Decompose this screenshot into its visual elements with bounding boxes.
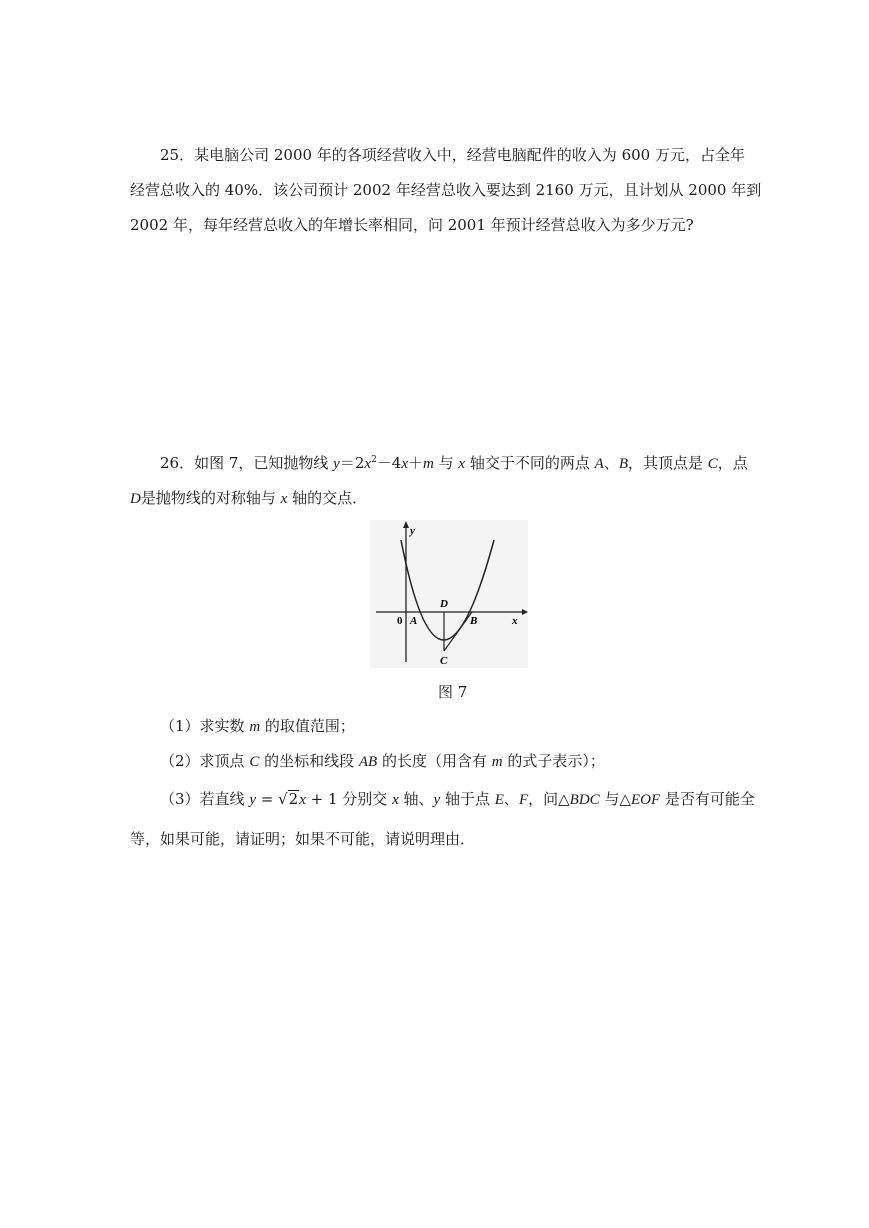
eq-x2: x: [401, 456, 409, 472]
part-3-e: ，问△: [528, 790, 570, 808]
triangle-bdc: BDC: [569, 792, 600, 808]
part-3-plus: + 1: [305, 790, 338, 808]
point-b: B: [618, 456, 628, 472]
label-a: A: [410, 615, 418, 627]
eq-part-c: ＋: [408, 454, 424, 472]
part-2-d: 的式子表示）；: [502, 752, 605, 770]
q26-line-1: [160, 453, 748, 474]
x-var: x: [458, 456, 466, 472]
part-1-a: （1）求实数: [160, 717, 250, 735]
part-3-eq: =: [255, 790, 279, 808]
figure-caption: 图 7: [438, 683, 468, 701]
part-2-b: 的坐标和线段: [259, 752, 359, 770]
sqrt-radicand: 2: [288, 790, 299, 808]
part-2-a: （2）求顶点: [160, 752, 250, 770]
x-var-2: x: [280, 491, 288, 507]
y-axis-arrow: [403, 521, 409, 528]
part-2-ab: AB: [358, 754, 378, 770]
eq-part-a: ＝2: [339, 454, 365, 472]
part-2-text-c: 的长度（用含有: [377, 752, 492, 770]
part-3-yv: y: [433, 792, 441, 808]
part-3-d: 轴于点: [440, 790, 495, 808]
part-3-sep: 、: [503, 790, 519, 808]
part-1: [160, 716, 355, 737]
part-3-f: 与△: [599, 790, 631, 808]
part-3-b: 分别交: [337, 790, 393, 808]
q26-end: ，点: [717, 454, 748, 472]
part-3-x: x: [299, 792, 306, 808]
part-1-b: 的取值范围；: [260, 717, 355, 735]
part-3-g: 是否有可能全: [660, 790, 755, 808]
q26-mid: 与: [433, 454, 459, 472]
q26-intro: 26．如图 7，已知抛物线: [160, 454, 334, 472]
label-y: y: [410, 525, 415, 537]
label-d: D: [440, 598, 448, 610]
point-a: A: [594, 456, 604, 472]
segment-cb: [444, 612, 472, 651]
part-3: [160, 789, 755, 810]
q26-line2-b: 轴的交点．: [287, 489, 368, 507]
label-origin: 0: [397, 615, 403, 627]
q26-line-2: [130, 488, 367, 509]
eq-x1: x: [364, 456, 372, 472]
part-3-xv: x: [392, 792, 399, 808]
part-3-line-2: 等，如果可能，请证明；如果不可能，请说明理由．: [130, 830, 476, 848]
eq-part-b: －4: [376, 454, 402, 472]
label-b: B: [470, 615, 478, 627]
point-d: D: [130, 491, 141, 507]
part-2-m: m: [491, 754, 503, 770]
eq-y: y: [333, 456, 340, 472]
figure-7: [370, 520, 528, 668]
label-x: x: [512, 615, 518, 627]
part-3-y: y: [249, 792, 256, 808]
part-2: [160, 751, 605, 772]
sqrt-sign: √: [278, 790, 288, 808]
eq-exponent: 2: [371, 455, 377, 465]
separator: 、: [603, 454, 619, 472]
q25-line-2: 经营总收入的 40%．该公司预计 2002 年经营总收入要达到 2160 万元，且计划从 2000 年到: [130, 181, 762, 199]
eq-m: m: [423, 456, 434, 472]
part-3-a: （3）若直线: [160, 790, 250, 808]
part-3-c: 轴、: [398, 790, 434, 808]
point-f: F: [518, 792, 529, 808]
point-e: E: [494, 792, 504, 808]
triangle-eof: EOF: [630, 792, 661, 808]
x-axis-arrow: [522, 609, 528, 615]
point-c: C: [707, 456, 718, 472]
q26-line2-a: 是抛物线的对称轴与: [140, 489, 281, 507]
q26-post2: ，其顶点是: [628, 454, 708, 472]
parabola-figure: [370, 520, 528, 668]
q25-line-3: 2002 年，每年经营总收入的年增长率相同，问 2001 年预计经营总收入为多少万元?: [130, 216, 694, 234]
part-2-c: C: [249, 754, 260, 770]
part-1-m: m: [249, 719, 261, 735]
label-c: C: [440, 655, 448, 667]
q25-line-1: 25．某电脑公司 2000 年的各项经营收入中，经营电脑配件的收入为 600 万元，占全年: [160, 146, 745, 164]
q26-post: 轴交于不同的两点: [465, 454, 595, 472]
